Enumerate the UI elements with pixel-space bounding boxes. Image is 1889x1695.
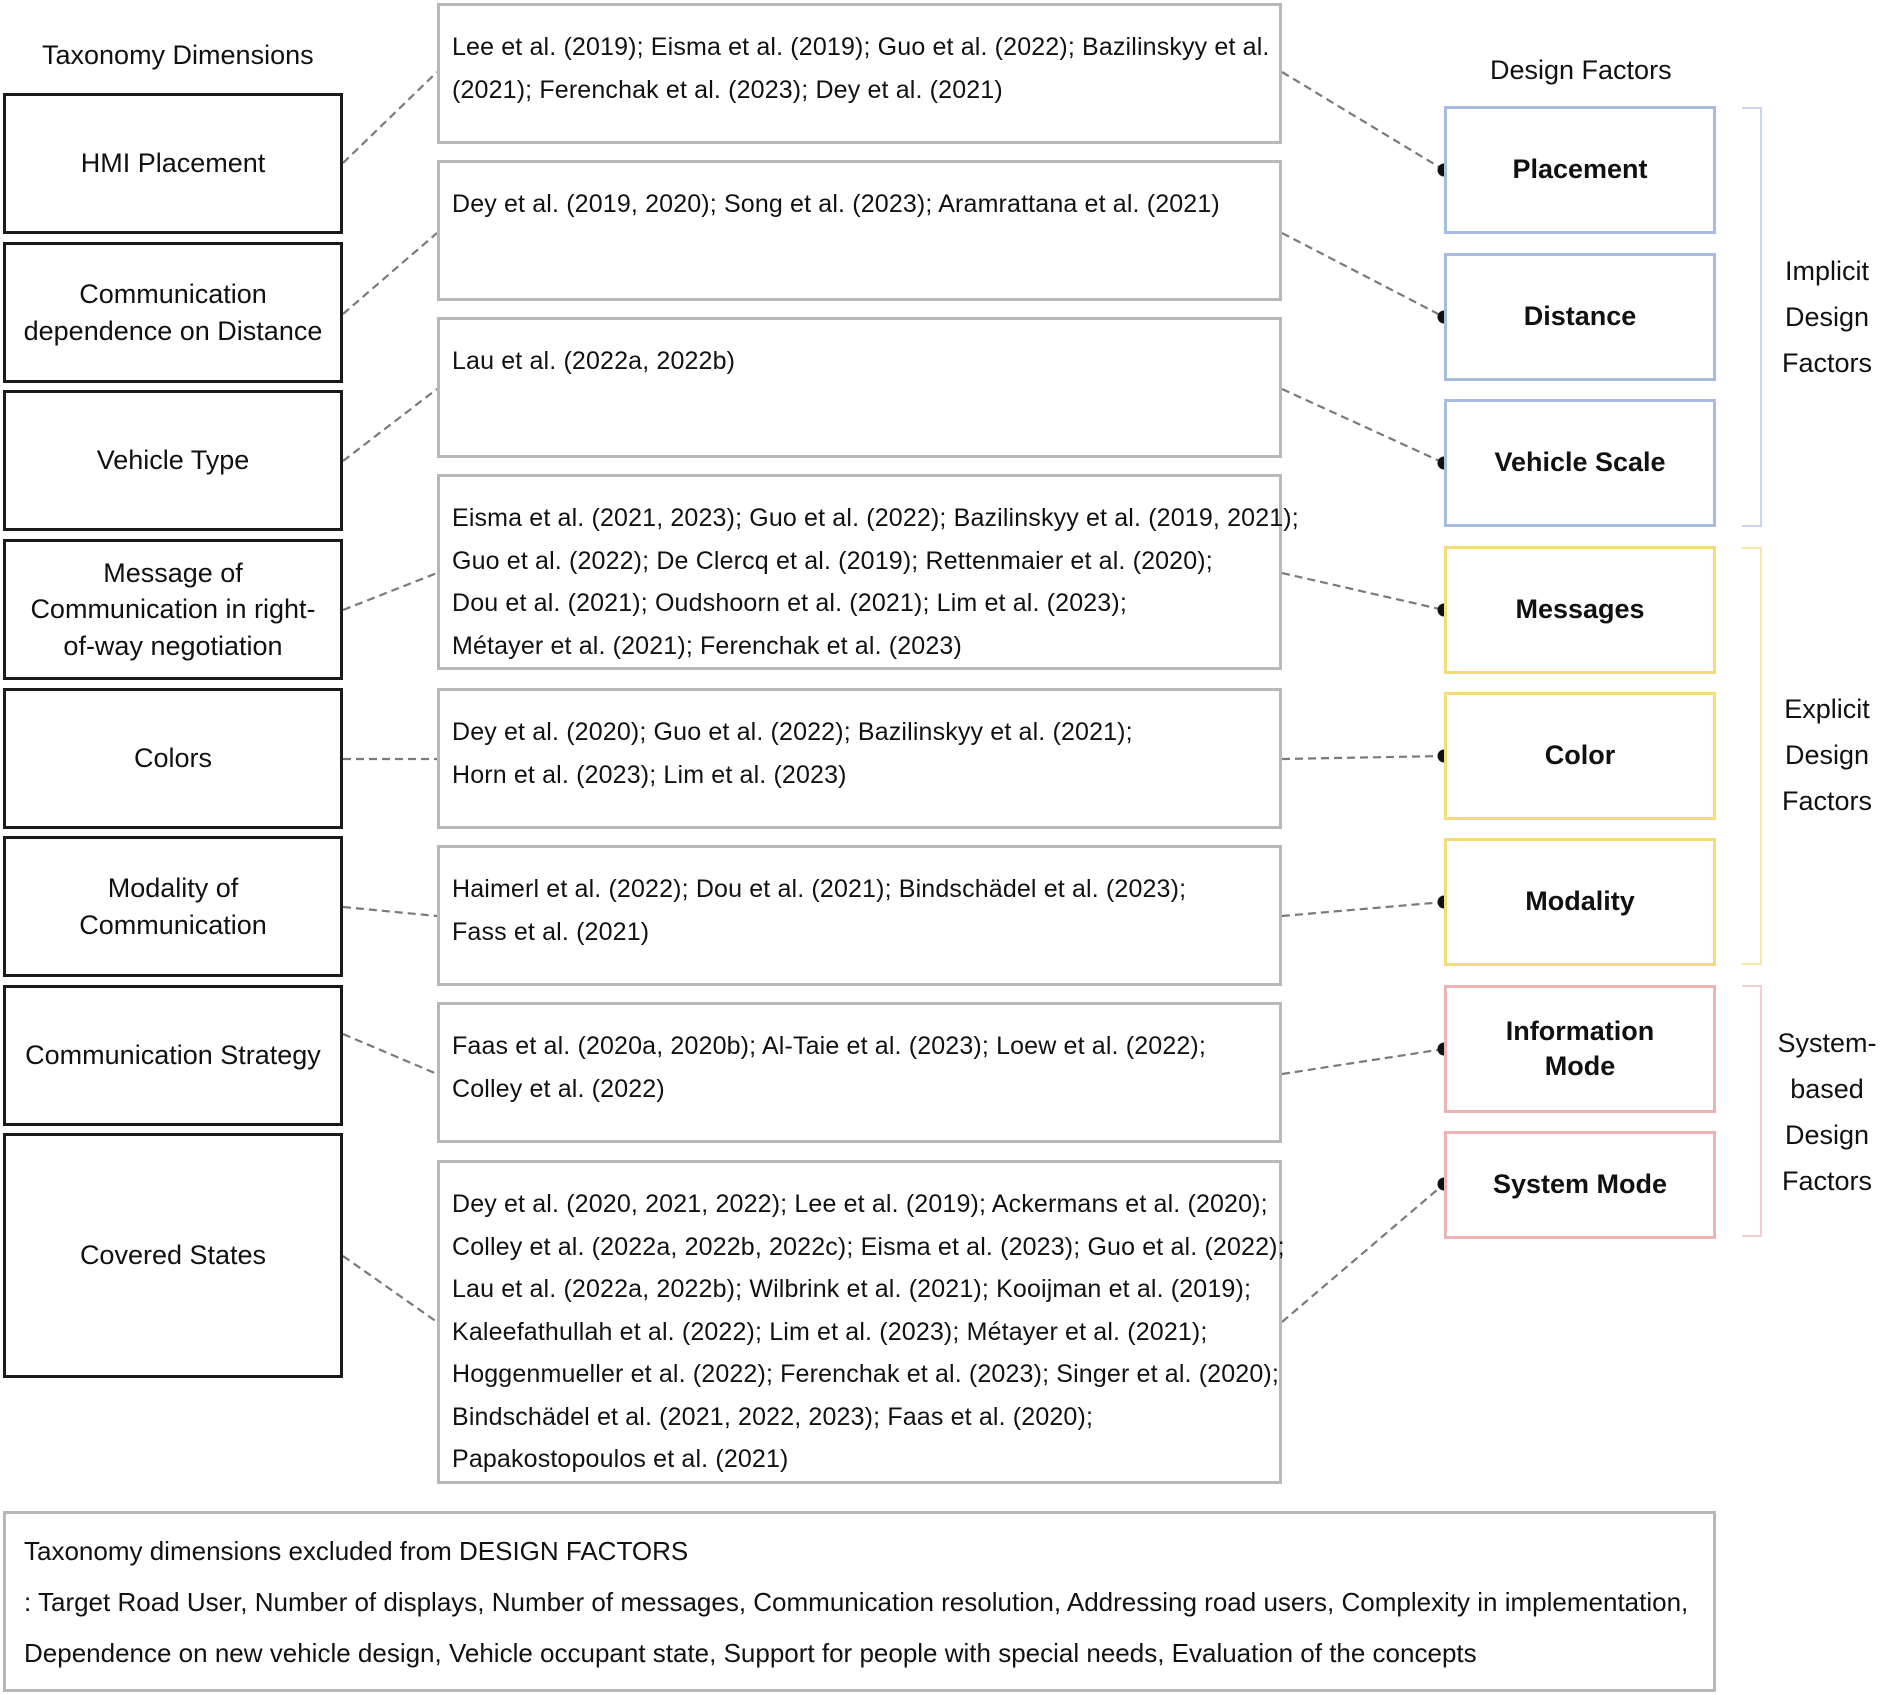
- reference-line: Métayer et al. (2021); Ferenchak et al. (2023): [452, 631, 962, 660]
- dimension-label: Communication dependence on Distance: [23, 279, 323, 346]
- excluded-dimensions-box: [3, 1511, 1716, 1692]
- excluded-line: : Target Road User, Number of displays, Number of messages, Communication resolution, Addressing road users, Complexity in implementation,: [24, 1587, 1689, 1617]
- group-label-system: [1768, 1020, 1886, 1204]
- bracket-explicit: [1742, 548, 1761, 964]
- factor-label: Information Mode: [1505, 1015, 1655, 1081]
- dimension-label: Message of Communication in right-of-way negotiation: [30, 557, 316, 661]
- group-label-line: Implicit: [1784, 256, 1869, 286]
- connector-ref-factor-1: [1282, 72, 1444, 170]
- factor-label: System Mode: [1492, 1169, 1668, 1200]
- reference-line: Lau et al. (2022a, 2022b); Wilbrink et al. (2021); Kooijman et al. (2019);: [452, 1275, 1252, 1303]
- bracket-system: [1742, 986, 1761, 1236]
- dimension-covered-states: [3, 1133, 343, 1378]
- references-color: [437, 688, 1282, 829]
- connector-dim-ref-3: [343, 389, 437, 461]
- connector-dim-ref-4: [343, 573, 437, 610]
- references-communication-strategy: [437, 1002, 1282, 1143]
- reference-line: Colley et al. (2022a, 2022b, 2022c); Eisma et al. (2023); Guo et al. (2022);: [452, 1232, 1285, 1261]
- factor-label: Distance: [1523, 301, 1637, 332]
- connector-dim-ref-8: [343, 1256, 437, 1322]
- connector-ref-factor-8: [1282, 1184, 1444, 1322]
- group-label-line: Factors: [1781, 786, 1873, 816]
- reference-line: Haimerl et al. (2022); Dou et al. (2021); Bindschädel et al. (2023);: [452, 875, 1187, 903]
- references-vehicle-type: [437, 317, 1282, 458]
- references-distance: [437, 160, 1282, 301]
- taxonomy-dimensions-header: Taxonomy Dimensions: [42, 40, 314, 70]
- factor-distance: [1444, 253, 1716, 381]
- reference-line: Bindschädel et al. (2021, 2022, 2023); Faas et al. (2020);: [452, 1402, 1094, 1431]
- dimension-label: Covered States: [79, 1240, 267, 1271]
- excluded-title: Taxonomy dimensions excluded from DESIGN FACTORS: [24, 1536, 689, 1566]
- factor-label: Placement: [1512, 154, 1648, 185]
- group-label-implicit: [1768, 248, 1886, 386]
- group-label-line: Factors: [1781, 348, 1873, 378]
- factor-system-mode: [1444, 1131, 1716, 1239]
- connector-dim-ref-6: [343, 907, 437, 916]
- factor-label: Vehicle Scale: [1494, 447, 1666, 478]
- reference-line: Dey et al. (2020); Guo et al. (2022); Bazilinskyy et al. (2021);: [452, 718, 1133, 746]
- dimension-hmi-placement: [3, 93, 343, 234]
- factor-placement: [1444, 106, 1716, 234]
- reference-line: Colley et al. (2022): [452, 1074, 665, 1103]
- reference-line: Hoggenmueller et al. (2022); Ferenchak et al. (2023); Singer et al. (2020);: [452, 1360, 1279, 1388]
- factor-label: Messages: [1515, 594, 1645, 625]
- references-modality: [437, 845, 1282, 986]
- group-label-line: Design: [1784, 740, 1870, 770]
- connector-ref-factor-5: [1282, 756, 1444, 759]
- connector-ref-factor-3: [1282, 389, 1444, 463]
- reference-line: Lee et al. (2019); Eisma et al. (2019); Guo et al. (2022); Bazilinskyy et al.: [452, 33, 1270, 61]
- reference-line: Kaleefathullah et al. (2022); Lim et al. (2023); Métayer et al. (2021);: [452, 1317, 1208, 1346]
- reference-line: Papakostopoulos et al. (2021): [452, 1445, 789, 1473]
- dimension-label: HMI Placement: [80, 148, 266, 179]
- dimension-communication-strategy: [3, 985, 343, 1126]
- reference-line: Guo et al. (2022); De Clercq et al. (2019); Rettenmaier et al. (2020);: [452, 546, 1213, 575]
- design-factors-header: Design Factors: [1490, 55, 1672, 85]
- dimension-message: [3, 539, 343, 680]
- reference-line: Dey et al. (2020, 2021, 2022); Lee et al. (2019); Ackermans et al. (2020);: [452, 1190, 1268, 1218]
- connector-ref-factor-2: [1282, 233, 1444, 317]
- references-placement: [437, 3, 1282, 144]
- references-messages: [437, 474, 1299, 670]
- references-covered-states: [437, 1160, 1285, 1484]
- dimension-label: Vehicle Type: [96, 445, 250, 476]
- reference-line: Fass et al. (2021): [452, 917, 650, 946]
- factor-label: Modality: [1525, 886, 1635, 917]
- factor-messages: [1444, 546, 1716, 674]
- group-label-explicit: [1768, 686, 1886, 824]
- group-label-line: System-: [1777, 1028, 1877, 1058]
- connector-dim-ref-2: [343, 233, 437, 314]
- dimension-distance: [3, 242, 343, 383]
- reference-line: Lau et al. (2022a, 2022b): [452, 347, 736, 375]
- dimension-label: Communication Strategy: [25, 1040, 321, 1071]
- factor-color: [1444, 692, 1716, 820]
- connector-dim-ref-1: [343, 72, 437, 163]
- group-label-line: Factors: [1781, 1166, 1873, 1196]
- reference-line: Dou et al. (2021); Oudshoorn et al. (2021); Lim et al. (2023);: [452, 589, 1127, 617]
- excluded-line: Dependence on new vehicle design, Vehicle occupant state, Support for people with special needs, Evaluation of the concepts: [24, 1638, 1477, 1668]
- connector-dim-ref-7: [343, 1034, 437, 1074]
- factor-information-mode: [1444, 985, 1716, 1113]
- group-label-line: based: [1790, 1074, 1864, 1104]
- group-label-line: Design: [1784, 1120, 1870, 1150]
- connector-ref-factor-7: [1282, 1049, 1444, 1074]
- factor-label: Color: [1544, 740, 1616, 771]
- reference-line: Faas et al. (2020a, 2020b); Al-Taie et al. (2023); Loew et al. (2022);: [452, 1032, 1206, 1060]
- connector-ref-factor-4: [1282, 573, 1444, 610]
- bracket-implicit: [1742, 108, 1761, 526]
- dimension-modality: [3, 836, 343, 977]
- group-label-line: Design: [1784, 302, 1870, 332]
- factor-modality: [1444, 838, 1716, 966]
- dimension-label: Colors: [133, 743, 213, 774]
- dimension-colors: [3, 688, 343, 829]
- reference-line: Dey et al. (2019, 2020); Song et al. (2023); Aramrattana et al. (2021): [452, 190, 1220, 218]
- reference-line: Horn et al. (2023); Lim et al. (2023): [452, 760, 847, 789]
- dimension-vehicle-type: [3, 390, 343, 531]
- reference-line: (2021); Ferenchak et al. (2023); Dey et al. (2021): [452, 75, 1003, 104]
- connector-ref-factor-6: [1282, 902, 1444, 916]
- dimension-label: Modality of Communication: [79, 873, 267, 940]
- reference-line: Eisma et al. (2021, 2023); Guo et al. (2022); Bazilinskyy et al. (2019, 2021);: [452, 504, 1299, 532]
- factor-vehicle-scale: [1444, 399, 1716, 527]
- group-label-line: Explicit: [1784, 694, 1870, 724]
